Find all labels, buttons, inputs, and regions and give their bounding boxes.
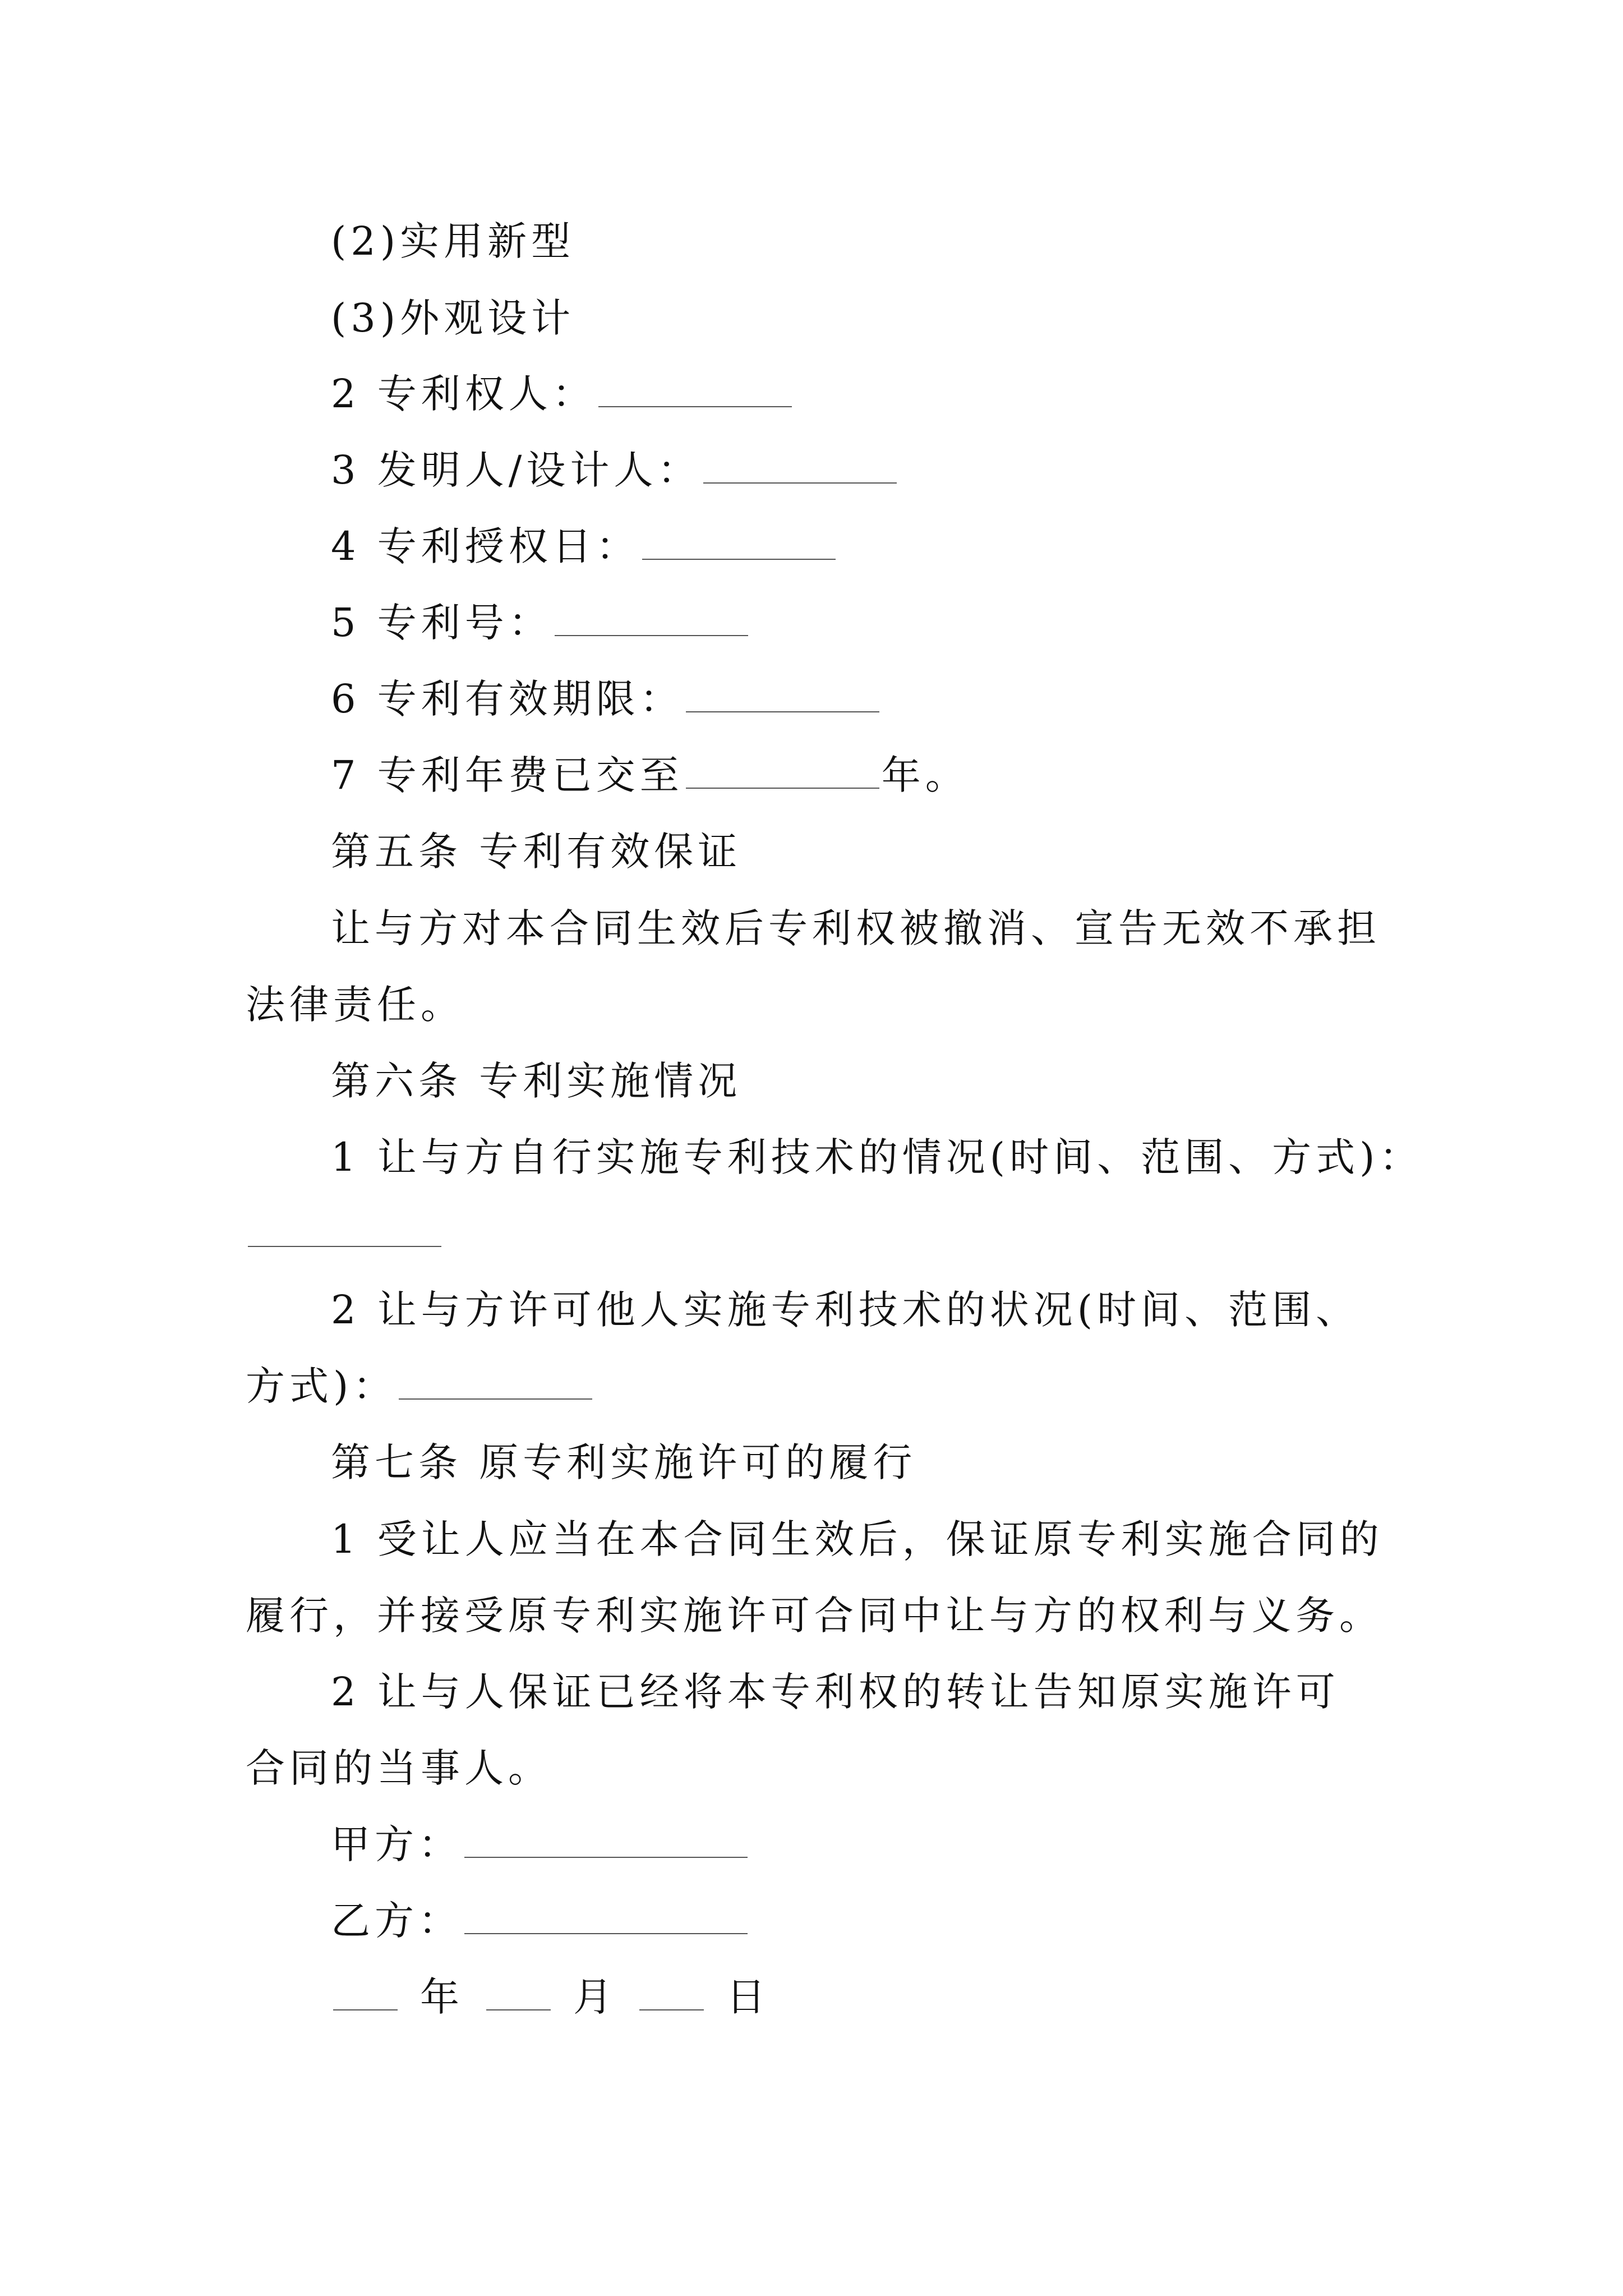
field-patent-no [331, 596, 750, 650]
field-grant-date-label: 4 专利授权日： [331, 523, 640, 569]
article7-item2-line1 [331, 1665, 1340, 1719]
article7-item1-line2-text: 履行，并接受原专利实施许可合同中让与方的权利与义务。 [246, 1593, 1383, 1639]
article7-title-text: 第七条 原专利实施许可的履行 [331, 1439, 917, 1485]
patentee-blank[interactable] [598, 368, 792, 407]
party-a-label: 甲方： [331, 1821, 462, 1867]
article6-title-text: 第六条 专利实施情况 [331, 1058, 742, 1104]
field-validity [331, 672, 882, 726]
article5-body-line2 [246, 978, 464, 1032]
date-day-label: 日 [726, 1974, 770, 2020]
field-patent-no-label: 5 专利号： [331, 600, 552, 646]
article7-item2-line1-text: 2 让与人保证已经将本专利权的转让告知原实施许可 [331, 1669, 1340, 1715]
date-month-label: 月 [573, 1974, 617, 2020]
article6-title [331, 1054, 741, 1108]
article5-body-line1 [331, 901, 1381, 955]
day-blank[interactable] [639, 1971, 704, 2010]
article5-body-line1-text: 让与方对本合同生效后专利权被撤消、宣告无效不承担 [331, 905, 1381, 951]
article5-title-text: 第五条 专利有效保证 [331, 829, 742, 875]
article6-item1-text: 1 让与方自行实施专利技术的情况(时间、范围、方式)： [331, 1134, 1423, 1180]
field-inventor-label: 3 发明人/设计人： [331, 447, 702, 493]
field-annual-fee [331, 748, 969, 802]
year-blank[interactable] [333, 1971, 398, 2010]
date-year-label: 年 [420, 1974, 464, 2020]
field-inventor [331, 443, 899, 497]
patent-no-blank[interactable] [555, 597, 748, 636]
article5-body-line2-text: 法律责任。 [246, 982, 464, 1028]
grant-date-blank[interactable] [642, 521, 836, 560]
party-a-blank[interactable] [464, 1819, 748, 1858]
party-b-blank[interactable] [464, 1895, 748, 1934]
article7-item2-line2-text: 合同的当事人。 [246, 1745, 552, 1791]
item-utility-model-text: (2)实用新型 [331, 218, 575, 264]
field-grant-date [331, 519, 838, 573]
party-a-line [331, 1818, 750, 1871]
item-utility-model [331, 214, 575, 268]
article7-item2-line2 [246, 1741, 552, 1795]
article7-item1-line1-text: 1 受让人应当在本合同生效后，保证原专利实施合同的 [331, 1516, 1384, 1562]
article6-item2-line2-text: 方式)： [246, 1363, 397, 1409]
month-blank[interactable] [486, 1971, 551, 2010]
license-status-blank[interactable] [399, 1360, 592, 1400]
validity-blank[interactable] [686, 673, 879, 712]
field-patentee [331, 367, 794, 421]
field-annual-fee-prefix: 7 专利年费已交至 [331, 752, 684, 798]
article6-item2-line2 [246, 1359, 594, 1413]
self-implementation-blank[interactable] [248, 1208, 441, 1247]
party-b-line [331, 1894, 750, 1948]
article6-item2-line1-text: 2 让与方许可他人实施专利技术的状况(时间、范围、 [331, 1287, 1360, 1333]
article7-title [331, 1435, 916, 1489]
article6-item1-blank-line [246, 1207, 444, 1260]
item-design-text: (3)外观设计 [331, 295, 575, 341]
field-annual-fee-suffix: 年。 [881, 752, 969, 798]
article6-item1 [331, 1130, 1423, 1184]
article6-item2-line1 [331, 1283, 1359, 1337]
inventor-blank[interactable] [703, 444, 897, 484]
annual-fee-blank[interactable] [686, 749, 879, 789]
article5-title [331, 825, 741, 878]
item-design [331, 291, 575, 345]
party-b-label: 乙方： [331, 1898, 462, 1944]
field-patentee-label: 2 专利权人： [331, 371, 596, 417]
field-validity-label: 6 专利有效期限： [331, 676, 684, 722]
article7-item1-line1 [331, 1512, 1384, 1566]
date-line [331, 1970, 770, 2024]
article7-item1-line2 [246, 1589, 1383, 1642]
